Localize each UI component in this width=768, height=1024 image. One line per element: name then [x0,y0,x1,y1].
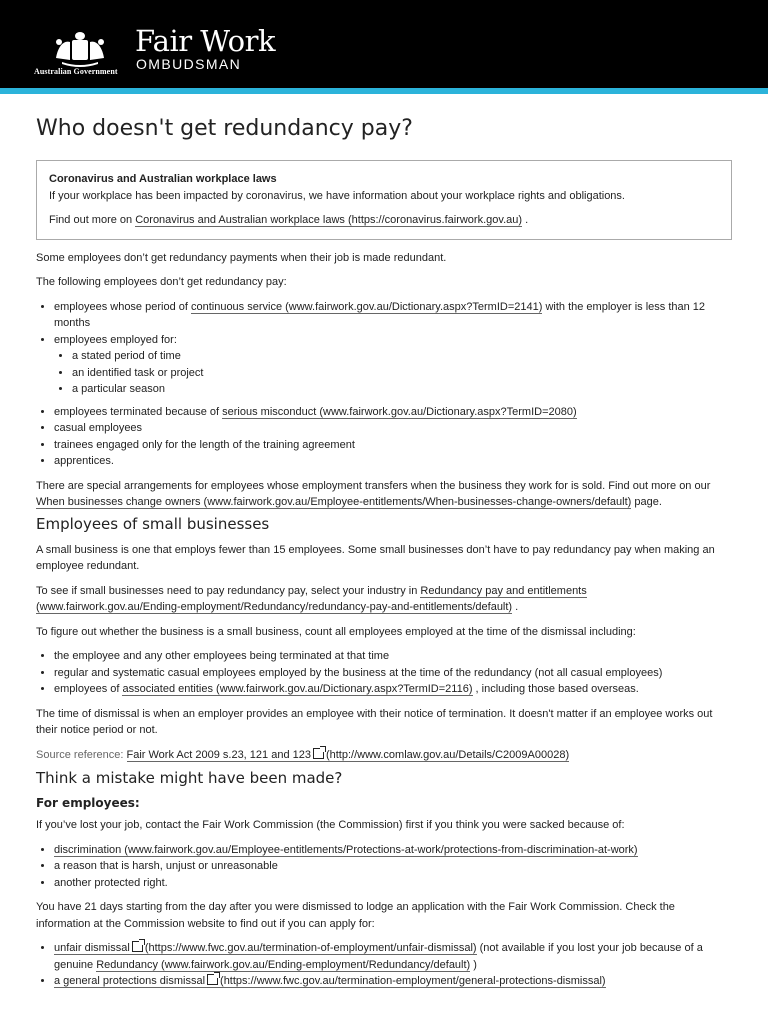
source-label: Source reference: [36,748,127,761]
notice-find-more [49,212,719,229]
general-protections-link-url: (https://www.fwc.gov.au/termination-employment/general-protections-dismissal) [220,975,606,987]
dismissal-time-paragraph: The time of dismissal is when an employer provides an employee with their notice of termination. It doesn't matter if an employee works out their notice period or not. [36,707,713,736]
reasons-list [36,842,732,892]
site-header [0,0,768,94]
list-item: • casual employees [54,420,732,437]
external-link-icon [207,974,218,985]
sub-list [54,348,732,398]
small-business-paragraph-1: A small business is one that employs fewer than 15 employees. Some small businesses don’t have to pay redundancy pay when making an employee redundant. [36,543,715,572]
general-protections-link[interactable] [54,975,606,988]
sub-list-item: • a stated period of time [72,348,732,365]
paragraph-text: There are special arrangements for employees whose employment transfers when the business they work for is sold. Find out more on our [36,479,711,492]
brand-subtitle: OMBUDSMAN [136,56,242,72]
mistake-heading: Think a mistake might have been made? [36,769,343,787]
associated-entities-link[interactable]: associated entities (www.fairwork.gov.au/Dictionary.aspx?TermID=2116) [122,683,473,695]
mistake-paragraph-2: You have 21 days starting from the day after you were dismissed to lodge an application with the Fair Work Commission. Check the information at the Commission website to find out if you can apply for: [36,901,675,930]
list-item [54,332,732,398]
list-item-text: ) [470,958,477,971]
paragraph-text: . [512,601,519,613]
fair-work-act-link-url: (http://www.comlaw.gov.au/Details/C2009A00028) [325,748,570,761]
sub-list-item: • a particular season [72,381,732,398]
notice-find-more-prefix: Find out more on [49,214,136,226]
small-business-heading: Employees of small businesses [36,514,270,533]
list-item-text: employees employed for: [54,333,177,346]
list-item-text: (not available if you lost your job because of a genuine [54,942,703,971]
serious-misconduct-link[interactable]: serious misconduct (www.fairwork.gov.au/Dictionary.aspx?TermID=2080) [222,405,577,418]
unfair-dismissal-link-text: unfair dismissal [54,942,130,954]
count-employees-list [36,648,732,698]
notice-suffix: . [522,214,529,226]
list-item: • another protected right. [54,875,732,892]
source-reference [36,747,732,764]
exclusion-list [36,299,732,398]
external-link-icon [313,748,324,759]
for-employees-heading: For employees: [36,796,140,810]
brand-title: Fair Work [135,24,276,58]
list-item [54,842,732,859]
list-item-text: employees whose period of [54,300,191,313]
main-content [0,115,768,990]
coronavirus-link[interactable]: Coronavirus and Australian workplace laws (https://coronavirus.fairwork.gov.au) [135,214,523,226]
list-item [54,404,732,421]
small-business-paragraph-2 [36,583,732,616]
redundancy-pay-link[interactable]: Redundancy pay and entitlements (www.fairwork.gov.au/Ending-employment/Redundancy/redundancy-pay-and-entitlements/default) [36,584,587,613]
mistake-paragraph-1: If you’ve lost your job, contact the Fair Work Commission (the Commission) first if you think you were sacked because of: [36,819,625,831]
list-item: • a reason that is harsh, unjust or unreasonable [54,858,732,875]
list-item-text: employees of [54,683,123,695]
fair-work-act-link-text: Fair Work Act 2009 s.23, 121 and 123 [126,748,311,761]
apply-list [36,940,732,990]
intro-paragraph-1: Some employees don’t get redundancy payments when their job is made redundant. [36,251,447,264]
continuous-service-link[interactable]: continuous service (www.fairwork.gov.au/Dictionary.aspx?TermID=2141) [190,300,543,313]
general-protections-link-text: a general protections dismissal [54,975,206,987]
discrimination-link[interactable]: discrimination (www.fairwork.gov.au/Employee-entitlements/Protections-at-work/protections-from-discrimination-at-work) [54,843,638,856]
exclusion-list-2 [36,404,732,470]
government-label: Australian Government [34,67,118,76]
notice-text: If your workplace has been impacted by coronavirus, we have information about your workplace rights and obligations. [49,189,625,202]
external-link-icon [132,941,143,952]
intro-paragraph-2: The following employees don’t get redundancy pay: [36,276,287,288]
special-arrangements-paragraph [36,478,732,511]
page-title: Who doesn't get redundancy pay? [36,116,413,141]
paragraph-text: page. [631,496,662,508]
list-item-text: , including those based overseas. [472,683,639,695]
list-item [54,940,732,973]
list-item [54,299,732,332]
list-item: • apprentices. [54,453,732,470]
notice-title: Coronavirus and Australian workplace laws [49,173,277,185]
business-change-owners-link[interactable]: When businesses change owners (www.fairwork.gov.au/Employee-entitlements/When-businesses-change-owners/default) [36,496,632,508]
paragraph-text: To see if small businesses need to pay redundancy pay, select your industry in [36,584,421,597]
list-item: • regular and systematic casual employees employed by the business at the time of the redundancy (not all casual employees) [54,665,732,682]
small-business-paragraph-3: To figure out whether the business is a small business, count all employees employed at the time of the dismissal including: [36,625,636,638]
list-item-text: with the employer is less than 12 months [54,300,706,329]
notice-box [36,160,732,240]
list-item [54,681,732,698]
list-item-text: employees terminated because of [54,405,223,418]
unfair-dismissal-link[interactable] [54,942,477,955]
sub-list-item: • an identified task or project [72,365,732,382]
unfair-dismissal-link-url: (https://www.fwc.gov.au/termination-of-employment/unfair-dismissal) [144,942,477,954]
brand-logo[interactable] [135,26,275,71]
redundancy-link[interactable]: Redundancy (www.fairwork.gov.au/Ending-employment/Redundancy/default) [96,958,471,971]
fair-work-act-link[interactable] [127,749,570,762]
list-item [54,973,732,990]
list-item: • the employee and any other employees being terminated at that time [54,648,732,665]
list-item: • trainees engaged only for the length of the training agreement [54,437,732,454]
